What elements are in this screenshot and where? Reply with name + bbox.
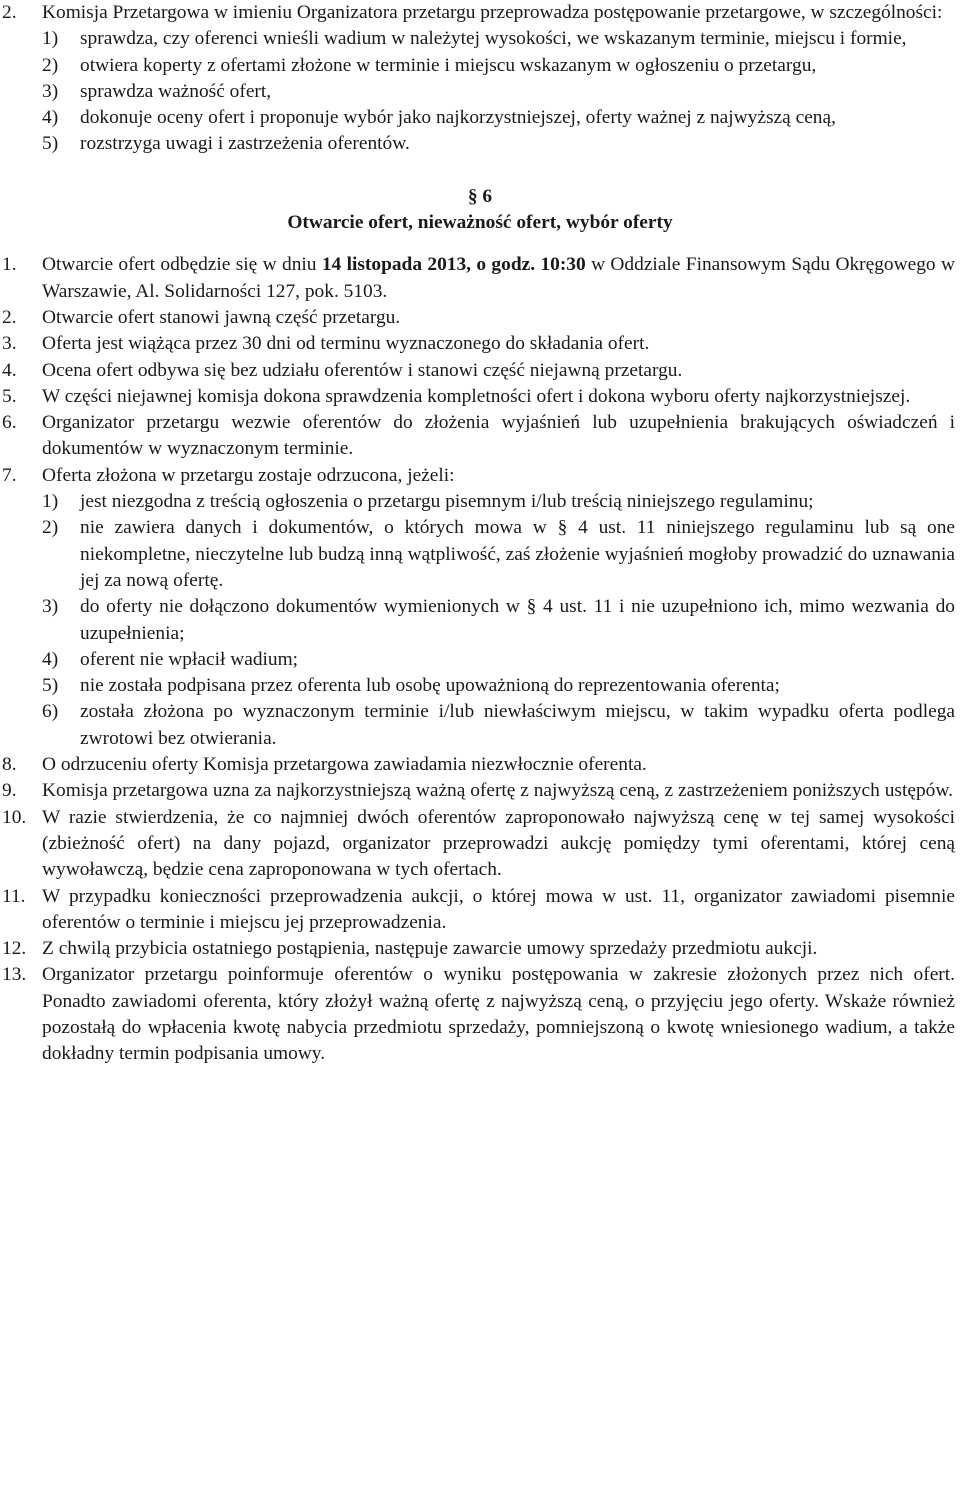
item-number: 12. <box>2 938 27 960</box>
item-number: 3) <box>42 596 59 618</box>
point-text-part: w Oddziale Finansowym Sądu Okręgowego w Warszawie, Al. Solidarności 127, pok. 5103. <box>42 254 955 302</box>
spacer <box>0 158 960 184</box>
item-number: 11. <box>2 885 26 907</box>
item-number: 2) <box>42 54 59 76</box>
item-text: do oferty nie dołączono dokumentów wymienionych w § 4 ust. 11 i nie uzupełniono ich, mimo wezwania do uzupełnienia; <box>80 596 955 644</box>
spacer <box>0 236 960 252</box>
item-number: 7. <box>2 464 17 486</box>
list-item <box>0 410 955 463</box>
item-number: 2) <box>42 517 59 539</box>
item-text: Organizator przetargu poinformuje oferentów o wyniku postępowania w zakresie złożonych przez nich ofert. Ponadto zawiadomi oferenta, który złożył ważną ofertę z najwyższą ceną, o przyjęciu jego oferty. Wskaże również pozostałą do wpłacenia kwotę nabycia przedmiotu sprzedaży, pomniejszoną o kwotę wniesionego wadium, a także dokładny termin podpisania umowy. <box>42 964 955 1065</box>
paragraph-number: 2. <box>2 2 17 23</box>
item-number: 4. <box>2 359 17 381</box>
item-text: Z chwilą przybicia ostatniego postąpienia, następuje zawarcie umowy sprzedaży przedmiotu aukcji. <box>42 938 818 960</box>
list-item <box>0 884 955 937</box>
list-item <box>0 936 955 962</box>
rejection-reasons-list <box>0 489 960 752</box>
item-number: 9. <box>2 780 17 802</box>
item-text: W części niejawnej komisja dokona sprawdzenia kompletności ofert i dokona wyboru oferty najkorzystniejszej. <box>42 385 911 407</box>
list-item <box>0 489 955 515</box>
list-item <box>0 805 955 884</box>
list-item <box>0 778 955 804</box>
item-text: Ocena ofert odbywa się bez udziału oferentów i stanowi część niejawną przetargu. <box>42 359 683 381</box>
list-item <box>0 699 955 752</box>
item-number: 8. <box>2 754 17 776</box>
list-item <box>0 358 955 384</box>
item-number: 3) <box>42 80 59 102</box>
item-number: 2. <box>2 306 17 328</box>
item-number: 1) <box>42 28 59 50</box>
list-item <box>0 647 955 673</box>
date-text: 14 listopada 2013, o godz. <box>321 254 536 276</box>
item-number: 10. <box>2 806 27 828</box>
list-item <box>0 515 955 594</box>
list-item <box>0 673 955 699</box>
item-text: Oferta złożona w przetargu zostaje odrzucona, jeżeli: <box>42 464 455 486</box>
time-text: 10:30 <box>540 254 586 276</box>
section-mark: § 6 <box>467 185 493 207</box>
item-text: nie została podpisana przez oferenta lub osobę upoważnioną do reprezentowania oferenta; <box>80 675 780 697</box>
item-number: 4) <box>42 107 59 129</box>
item-number: 1) <box>42 491 59 513</box>
point-text-part: Otwarcie ofert odbędzie się w dniu <box>42 254 322 276</box>
list-item <box>0 463 955 489</box>
item-text: W przypadku konieczności przeprowadzenia aukcji, o której mowa w ust. 11, organizator zawiadomi pisemnie oferentów o terminie i miejscu jej przeprowadzenia. <box>42 885 955 933</box>
section-heading <box>0 184 960 237</box>
item-text: dokonuje oceny ofert i proponuje wybór jako najkorzystniejszej, oferty ważnej z najwyższą ceną, <box>80 107 836 129</box>
item-text: W razie stwierdzenia, że co najmniej dwóch oferentów zaproponowało najwyższą cenę w tej samej wysokości (zbieżność ofert) na dany pojazd, organizator przeprowadzi aukcję pomiędzy tymi oferentami, której ceną wywoławczą, będzie cena zaproponowana w tych ofertach. <box>42 806 955 881</box>
list-item <box>0 26 955 52</box>
paragraph-text: Komisja Przetargowa w imieniu Organizatora przetargu przeprowadza postępowanie przetargowe, w szczególności: <box>42 2 943 23</box>
list-item <box>0 594 955 647</box>
list-item <box>0 384 955 410</box>
item-text: Organizator przetargu wezwie oferentów do złożenia wyjaśnień lub uzupełnienia brakujących oświadczeń i dokumentów w wyznaczonym terminie. <box>42 412 955 460</box>
item-text: O odrzuceniu oferty Komisja przetargowa zawiadamia niezwłocznie oferenta. <box>42 754 647 776</box>
item-number: 6) <box>42 701 59 723</box>
item-number: 6. <box>2 412 17 434</box>
point-1 <box>0 252 955 305</box>
list-item <box>0 131 955 157</box>
item-text: Komisja przetargowa uzna za najkorzystniejszą ważną ofertę z najwyższą ceną, z zastrzeżeniem poniższych ustępów. <box>42 780 953 802</box>
item-number: 3. <box>2 333 17 355</box>
item-text: sprawdza, czy oferenci wnieśli wadium w należytej wysokości, we wskazanym terminie, miejscu i formie, <box>80 28 907 50</box>
duties-list <box>0 26 960 157</box>
item-text: Otwarcie ofert stanowi jawną część przetargu. <box>42 306 401 328</box>
list-item <box>0 105 955 131</box>
points-list <box>0 305 960 489</box>
item-text: oferent nie wpłacił wadium; <box>80 648 299 670</box>
list-item <box>0 79 955 105</box>
item-number: 5) <box>42 133 59 155</box>
point-text <box>42 252 955 305</box>
item-text: nie zawiera danych i dokumentów, o których mowa w § 4 ust. 11 niniejszego regulaminu lub są one niekompletne, nieczytelne lub budzą inną wątpliwość, zaś złożenie wyjaśnień mogłoby prowadzić do uznawania jej za nową ofertę. <box>80 517 955 591</box>
list-item <box>0 752 955 778</box>
item-number: 13. <box>2 964 27 986</box>
item-text: rozstrzyga uwagi i zastrzeżenia oferentów. <box>80 133 410 155</box>
item-text: została złożona po wyznaczonym terminie i/lub niewłaściwym miejscu, w takim wypadku oferta podlega zwrotowi bez otwierania. <box>80 701 955 749</box>
item-number: 5. <box>2 385 17 407</box>
section-title: Otwarcie ofert, nieważność ofert, wybór oferty <box>287 212 673 234</box>
item-text: sprawdza ważność ofert, <box>80 80 272 102</box>
list-item <box>0 305 955 331</box>
list-item <box>0 331 955 357</box>
item-text: Oferta jest wiążąca przez 30 dni od terminu wyznaczonego do składania ofert. <box>42 333 650 355</box>
item-text: jest niezgodna z treścią ogłoszenia o przetargu pisemnym i/lub treścią niniejszego regulaminu; <box>80 491 814 513</box>
point-number: 1. <box>2 254 17 276</box>
item-text: otwiera koperty z ofertami złożone w terminie i miejscu wskazanym w ogłoszeniu o przetargu, <box>80 54 817 76</box>
list-item <box>0 53 955 79</box>
item-number: 5) <box>42 675 59 697</box>
list-item <box>0 962 955 1067</box>
paragraph-2 <box>0 0 955 26</box>
points-list-continued <box>0 752 960 1068</box>
item-number: 4) <box>42 648 59 670</box>
